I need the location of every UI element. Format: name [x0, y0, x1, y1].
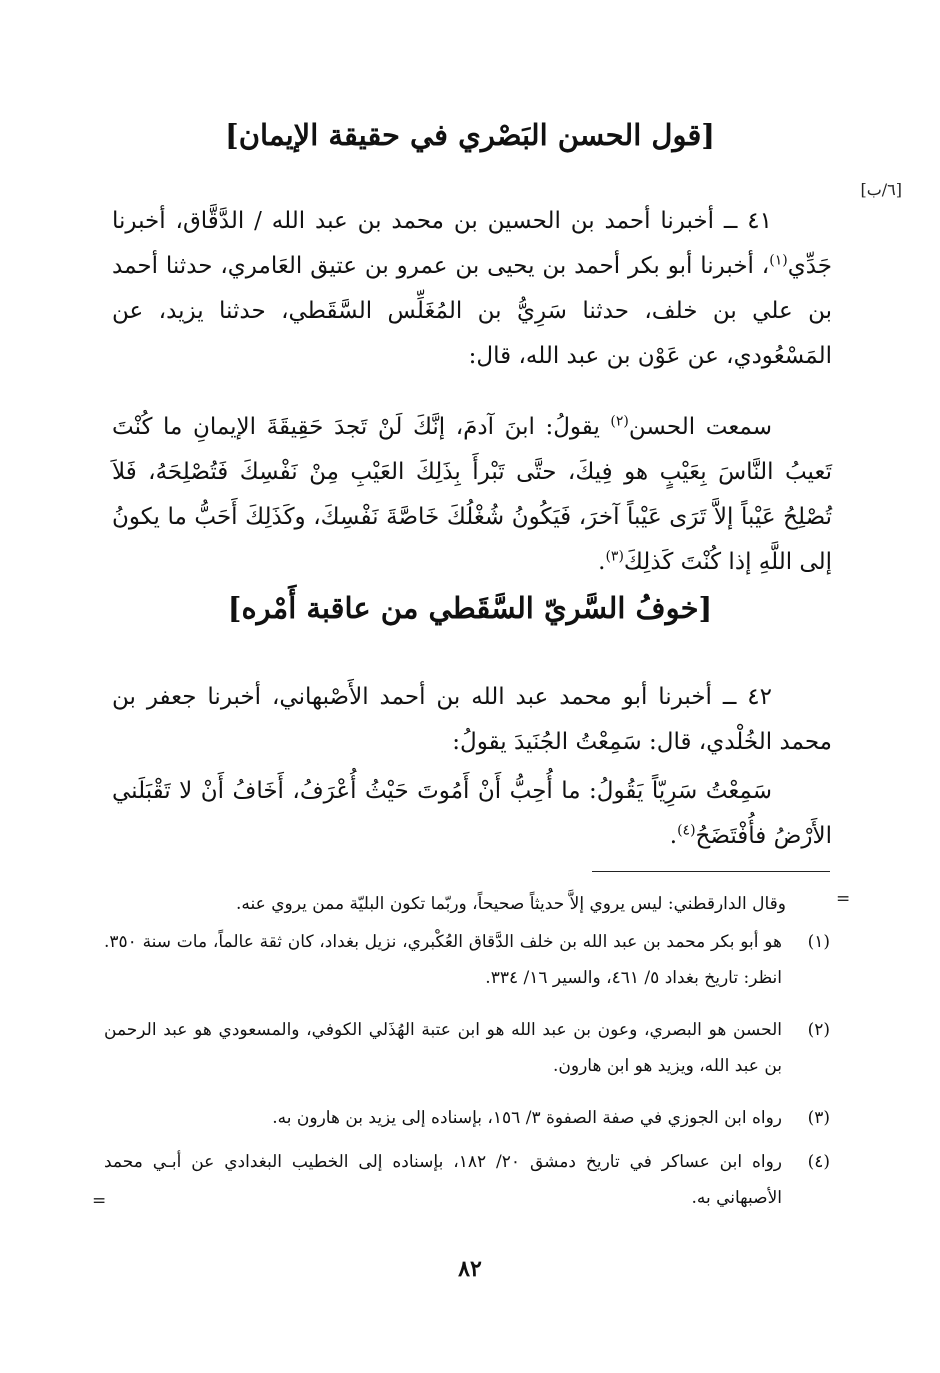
footnote-continues-mark: =	[92, 1191, 107, 1211]
footnote-2	[104, 1012, 830, 1084]
hadith-41-text-start: سمعت الحسن	[628, 414, 772, 440]
paragraph-hadith-41-isnad	[112, 199, 832, 379]
footnote-text: هو أبو بكر محمد بن عبد الله بن خلف الدَّقاق العُكْبري، نزيل بغداد، كان ثقة عالماً، مات سنة ٣٥٠. انظر: تاريخ بغداد ٥/ ٤٦١، والسير ١٦/ ٣٣٤.	[104, 932, 782, 988]
footnote-continued-text: وقال الدارقطني: ليس يروي إلاَّ حديثاً صحيحاً، وربّما تكون البليّة ممن يروي عنه.	[236, 894, 786, 914]
footnote-number: (١)	[807, 932, 830, 952]
hadith-42-text-body: سَمِعْتُ سَرِيّاً يَقُولُ: ما أُحِبُّ أَنْ أَمُوتَ حَيْثُ أُعْرَفُ، أَخَافُ أَنْ لا تَقْبَلَني الأَرْضُ فأُفْتَضَحُ	[112, 778, 832, 849]
hadith-41-text-end: .	[598, 549, 606, 575]
footnote-number: (٢)	[807, 1020, 830, 1040]
paragraph-hadith-42-isnad: ٤٢ ــ أخبرنا أبو محمد عبد الله بن أحمد الأَصْبهاني، أخبرنا جعفر بن محمد الخُلْدي، قال: سَمِعْتُ الجُنَيدَ يقولُ:	[112, 684, 832, 755]
hadith-41-chain-end: ، أخبرنا أبو بكر أحمد بن يحيى بن عمرو بن عتيق العَامري، حدثنا أحمد بن علي بن خلف، حدثنا سَرِيُّ بن المُغَلِّس السَّقَطي، حدثنا يزيد، عن المَسْعُودي، عن عَوْن بن عبد الله، قال:	[112, 253, 832, 369]
section-heading-hasan-basri: [قول الحسن البَصْري في حقيقة الإيمان]	[224, 118, 716, 152]
footnote-ref-4: (٤)	[677, 822, 696, 839]
footnote-1	[104, 924, 830, 996]
footnote-ref-2: (٢)	[610, 413, 629, 430]
footnote-text: رواه ابن عساكر في تاريخ دمشق ٢٠/ ١٨٢، بإسناده إلى الخطيب البغدادي عن أبـي محمد الأصبهاني به.	[104, 1152, 782, 1208]
paragraph-hadith-42-text	[112, 769, 832, 859]
manuscript-folio-reference: [٦/ب]	[860, 180, 902, 199]
footnote-number: (٣)	[807, 1108, 830, 1128]
footnote-continued-from-previous	[104, 886, 830, 922]
footnote-separator-line	[592, 871, 830, 872]
footnote-number: (٤)	[807, 1152, 830, 1172]
footnote-ref-1: (١)	[769, 252, 788, 269]
hadith-41-text-body: يقولُ: ابنَ آدمَ، إنَّكَ لَنْ تَجدَ حَقِيقَةَ الإيمانِ ما كُنْتَ تَعيبُ النَّاسَ بِعَيْبٍ هو فِيكَ، حتَّى تَبْرأَ بِذَلِكَ العَيْبِ مِنْ نَفْسِكَ فَتُصْلِحَهُ، فَلاَ تُصْلِحُ عَيْباً إلاَّ تَرَى عَيْباً آخرَ، فَيَكُونُ شُغْلُكَ خَاصَّةَ نَفْسِكَ، وكَذَلِكَ أَحَبُّ ما يكونُ إلى اللَّهِ إذا كُنْتَ كَذلِكَ	[112, 414, 832, 575]
footnote-text: رواه ابن الجوزي في صفة الصفوة ٣/ ١٥٦، بإسناده إلى يزيد بن هارون به.	[272, 1108, 782, 1128]
hadith-41-chain-start: ٤١ ــ أخبرنا أحمد بن الحسين بن محمد بن عبد الله / الدَّقَّاق، أخبرنا جَدِّي	[112, 208, 832, 279]
section-heading-sari-saqati: [خوفُ السَّريّ السَّقَطي من عاقبة أَمْره]	[227, 591, 713, 625]
footnote-3	[104, 1100, 830, 1136]
footnote-text: الحسن هو البصري، وعون بن عبد الله هو ابن عتبة الهُذَلي الكوفي، والمسعودي هو عبد الرحمن بن عبد الله، ويزيد هو ابن هارون.	[104, 1020, 782, 1076]
hadith-42-text-end: .	[669, 823, 678, 849]
footnote-continuation-mark: =	[836, 889, 851, 909]
page-number: ٨٢	[458, 1256, 482, 1282]
footnote-4	[104, 1144, 830, 1216]
paragraph-hadith-41-text	[112, 405, 832, 585]
footnote-ref-3: (٣)	[605, 548, 624, 565]
